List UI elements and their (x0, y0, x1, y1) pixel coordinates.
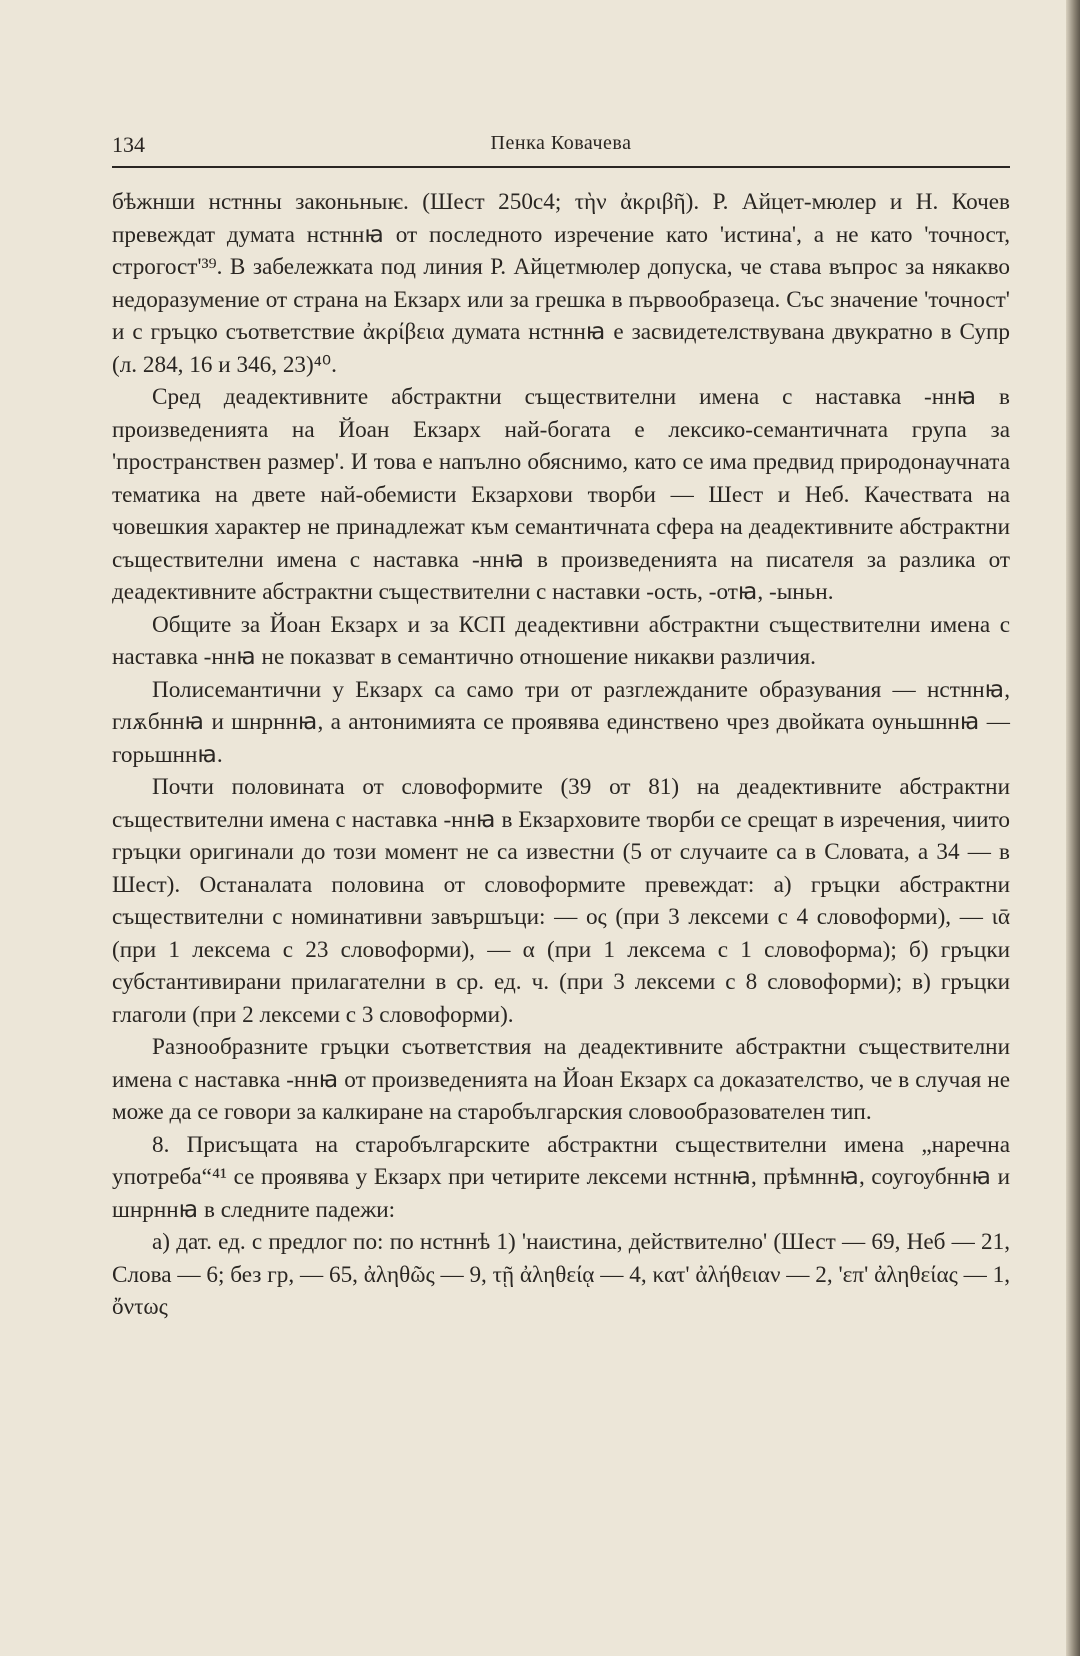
running-title: Пенка Ковачева (490, 132, 632, 154)
paragraph: Общите за Йоан Екзарх и за КСП деадективни абстрактни съществителни имена с наставка -ннꙗ не показват в семантично отношение никакви различия. (112, 611, 1010, 670)
paragraph: Полисемантични у Екзарх са само три от разглежданите образувания — нстннꙗ, глѫбннꙗ и шнрннꙗ, а антонимията се проявява единствено чрез двойката оуньшннꙗ — горьшннꙗ. (112, 676, 1010, 768)
page-number: 134 (112, 132, 145, 157)
body-text (112, 186, 1010, 1324)
paragraph: 8. Присъщата на старобългарските абстрактни съществителни имена „наречна употреба“⁴¹ се проявява у Екзарх при четирите лексеми нстннꙗ, прѣмннꙗ, соугоубннꙗ и шнрннꙗ в следните падежи: (112, 1131, 1010, 1223)
paragraph: Почти половината от словоформите (39 от 81) на деадективните абстрактни съществителни имена с наставка -ннꙗ в Екзарховите творби се срещат в изречения, чиито гръцки оригинали до този момент не са известни (5 от случаите са в Словата, а 34 — в Шест). Останалата половина от словоформите превеждат: а) гръцки абстрактни съществителни с номинативни завършъци: — ος (при 3 лексеми с 4 словоформи), — ιᾱ (при 1 лексема с 23 словоформи), — α (при 1 лексема с 1 словоформа); б) гръцки субстантивирани прилагателни в ср. ед. ч. (при 3 лексеми с 8 словоформи); в) гръцки глаголи (при 2 лексеми с 3 словоформи). (112, 774, 1010, 1028)
paragraph: бѣжнши нстнны законьныѥ. (Шест 250с4; τὴν ἀκριβῆ). Р. Айцет-мюлер и Н. Кочев превеждат думата нстннꙗ от последното изречение като 'истина', а не като 'точност, строгост'³⁹. В забележката под линия Р. Айцетмюлер допуска, че става въпрос за някакво недоразумение от страна на Екзарх или за грешка в първообразеца. Със значение 'точност' и с гръцко съответствие ἀκρίβεια думата нстннꙗ е засвидетелствувана двукратно в Супр (л. 284, 16 и 346, 23)⁴⁰. (112, 189, 1010, 378)
paragraph: а) дат. ед. с предлог по: по нстннѣ 1) 'наистина, действително' (Шест — 69, Неб — 21, Слова — 6; без гр, — 65, ἀληθῶς — 9, τῇ ἀληθείᾳ — 4, κατ' ἀλήθειαν — 2, 'επ' ἀληθείας — 1, ὄντως (112, 1229, 1010, 1320)
page-header (112, 132, 1010, 162)
paragraph: Разнообразните гръцки съответствия на деадективните абстрактни съществителни имена с наставка -ннꙗ от произведенията на Йоан Екзарх са доказателство, че в случая не може да се говори за калкиране на старобългарския словообразователен тип. (112, 1034, 1010, 1125)
header-rule (112, 166, 1010, 168)
page-edge-shadow (1066, 0, 1080, 1656)
paragraph: Сред деадективните абстрактни съществителни имена с наставка -ннꙗ в произведенията на Йоан Екзарх най-богата е лексико-семантичната група за 'пространствен размер'. И това е напълно обяснимо, като се има предвид природонаучната тематика на двете най-обемисти Екзархови творби — Шест и Неб. Качествата на човешкия характер не принадлежат към семантичната сфера на деадективните абстрактни съществителни имена с наставка -ннꙗ в произведенията на писателя за разлика от деадективните абстрактни съществителни с наставки -ость, -отꙗ, -ыньн. (112, 384, 1010, 605)
